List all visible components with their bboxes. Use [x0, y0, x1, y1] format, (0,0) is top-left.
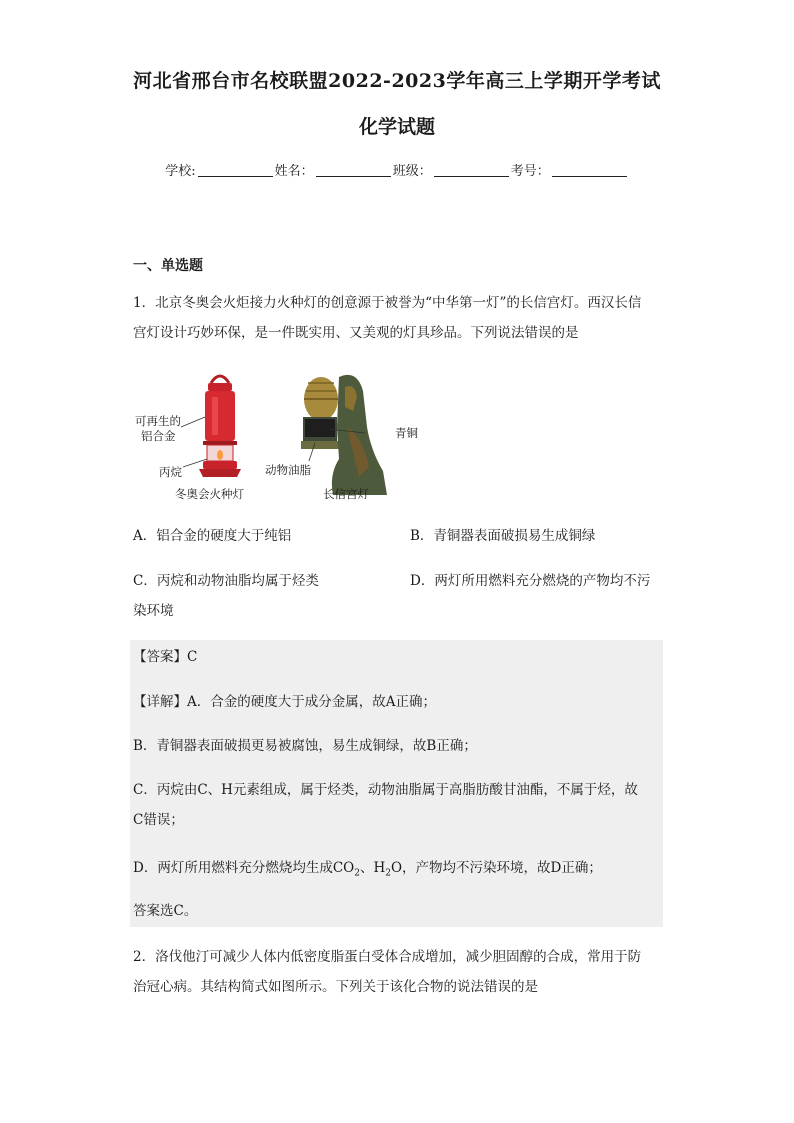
- label-palace-lamp: 长信宫灯: [323, 487, 369, 501]
- h2o-subscript: 2: [385, 868, 391, 879]
- exam-number-blank: [552, 164, 627, 177]
- page-title: 河北省邢台市名校联盟2022-2023学年高三上学期开学考试: [133, 70, 661, 92]
- q1-option-b: B．青铜器表面破损易生成铜绿: [410, 528, 596, 544]
- q1-option-c: C．丙烷和动物油脂均属于烃类: [133, 573, 319, 589]
- q1-stem-line2: 宫灯设计巧妙环保，是一件既实用、又美观的灯具珍品。下列说法错误的是: [133, 325, 579, 341]
- class-blank: [434, 164, 509, 177]
- palace-lamp-image: [301, 375, 387, 495]
- olympic-lamp-image: [199, 376, 241, 477]
- q2-stem-line2: 治冠心病。其结构简式如图所示。下列关于该化合物的说法错误的是: [133, 979, 538, 995]
- q1-option-a: A．铝合金的硬度大于纯铝: [133, 528, 292, 544]
- detail-d-mid: 、H: [359, 860, 386, 876]
- detail-a: 【详解】A．合金的硬度大于成分金属，故A正确；: [133, 694, 436, 710]
- label-alloy-1: 可再生的: [135, 414, 181, 428]
- detail-d-post: O，产物均不污染环境，故D正确；: [390, 860, 602, 876]
- detail-d: [133, 853, 661, 889]
- label-animal-fat: 动物油脂: [265, 463, 311, 477]
- detail-b: B．青铜器表面破损更易被腐蚀，易生成铜绿，故B正确；: [133, 738, 477, 754]
- q1-figure: [133, 367, 433, 507]
- conclusion: 答案选C。: [133, 903, 198, 919]
- school-label: 学校:: [165, 164, 196, 179]
- q1-stem-line1: 1．北京冬奥会火炬接力火种灯的创意源于被誉为“中华第一灯”的长信宫灯。西汉长信: [133, 295, 642, 311]
- student-info-line: [0, 160, 794, 179]
- page-subtitle: 化学试题: [358, 116, 435, 138]
- label-olympic-lamp: 冬奥会火种灯: [175, 487, 244, 501]
- school-blank: [198, 164, 273, 177]
- label-bronze: 青铜: [395, 426, 418, 440]
- label-propane: 丙烷: [159, 465, 182, 479]
- name-blank: [316, 164, 391, 177]
- detail-c-line1: C．丙烷由C、H元素组成，属于烃类，动物油脂属于高脂肪酸甘油酯，不属于烃，故: [133, 782, 638, 798]
- q1-option-d-line2: 染环境: [133, 603, 174, 619]
- label-alloy-2: 铝合金: [141, 429, 176, 443]
- detail-d-pre: D．两灯所用燃料充分燃烧均生成CO: [133, 860, 355, 876]
- class-label: 班级：: [392, 164, 432, 179]
- answer-line: 【答案】C: [133, 649, 198, 665]
- detail-c-line2: C错误；: [133, 812, 184, 828]
- exam-number-label: 考号：: [510, 164, 550, 179]
- q1-option-d-line1: D．两灯所用燃料充分燃烧的产物均不污: [410, 573, 651, 589]
- section-heading: 一、单选题: [133, 258, 203, 274]
- co2-subscript: 2: [354, 868, 360, 879]
- name-label: 姓名：: [274, 164, 314, 179]
- q2-stem-line1: 2．洛伐他汀可减少人体内低密度脂蛋白受体合成增加，减少胆固醇的合成，常用于防: [133, 949, 642, 965]
